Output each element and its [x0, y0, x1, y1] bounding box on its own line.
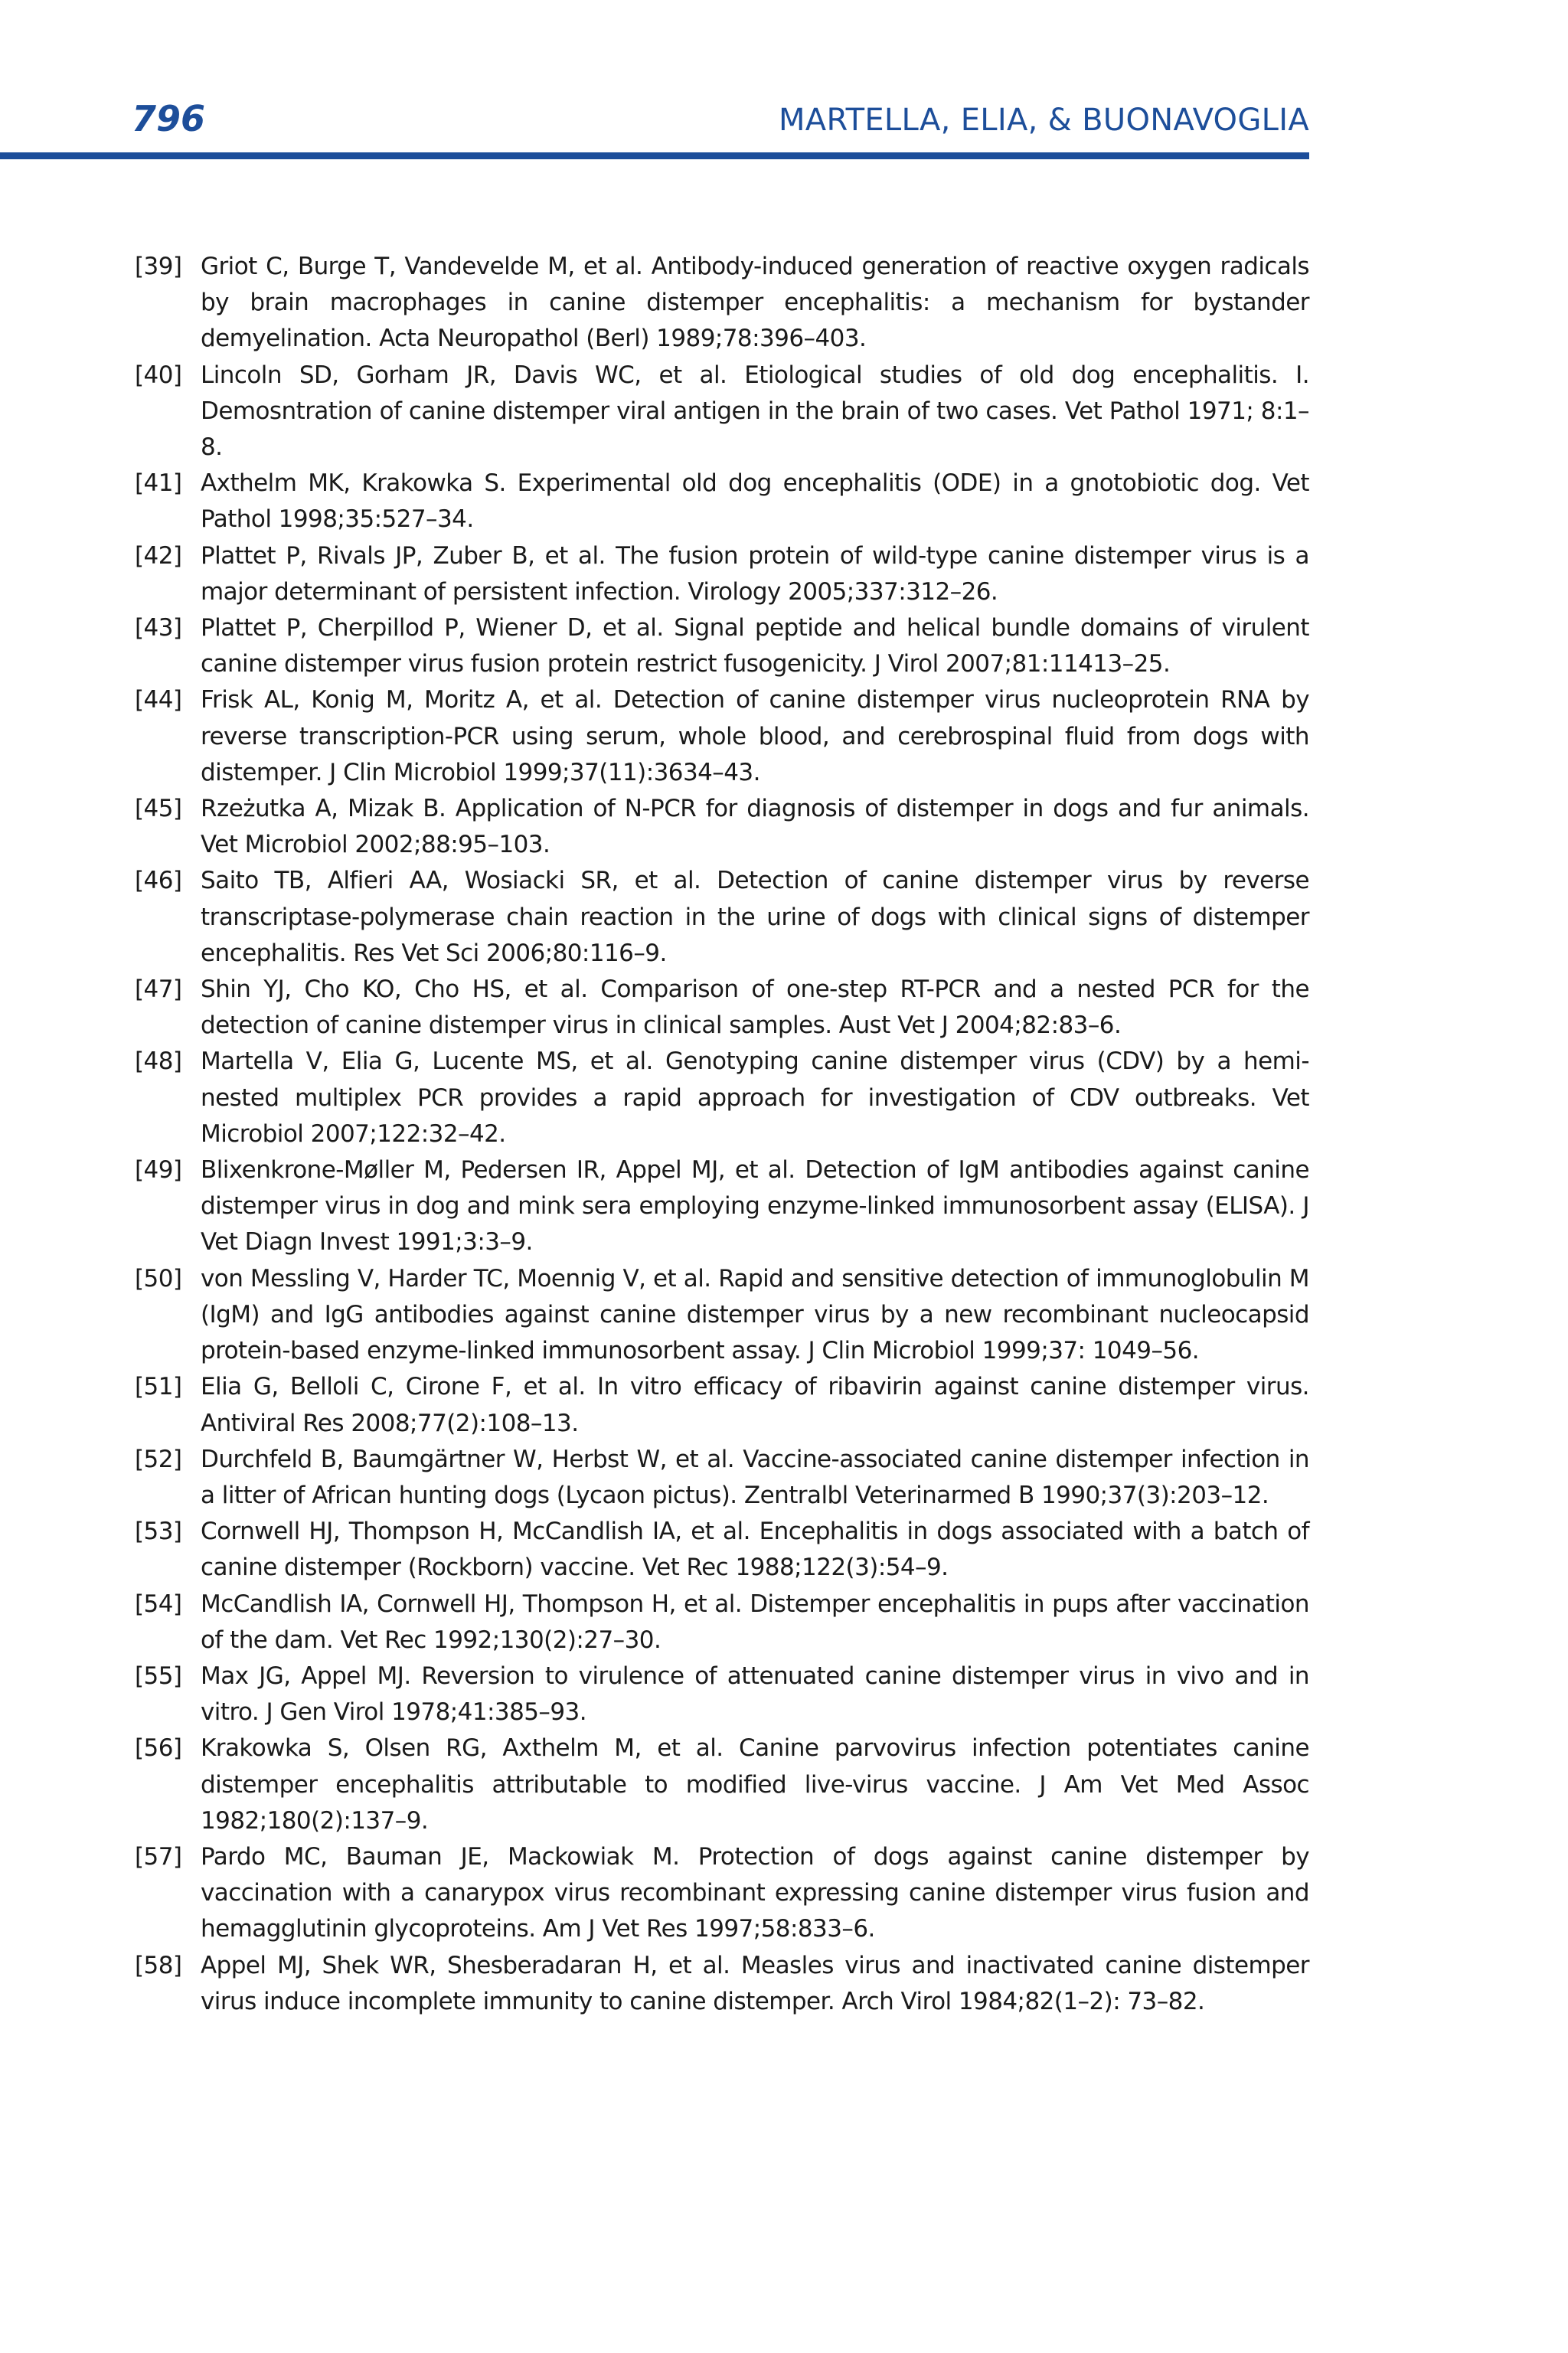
reference-text: Krakowka S, Olsen RG, Axthelm M, et al. Canine parvovirus infection potentiates canine distemper encephalitis attributable to modified live-virus vaccine. J Am Vet Med Assoc 1982;180(2):137–9.	[201, 1734, 1309, 1835]
reference-item	[135, 791, 1309, 863]
reference-item	[135, 466, 1309, 538]
reference-number: [43]	[135, 614, 182, 642]
reference-text: Blixenkrone-Møller M, Pedersen IR, Appel MJ, et al. Detection of IgM antibodies against canine distemper virus in dog and mink sera employing enzyme-linked immunosorbent assay (ELISA). J Vet Diagn Invest 1991;3:3–9.	[201, 1156, 1309, 1257]
reference-text: McCandlish IA, Cornwell HJ, Thompson H, et al. Distemper encephalitis in pups after vaccination of the dam. Vet Rec 1992;130(2):27–30.	[201, 1590, 1309, 1654]
reference-item	[135, 1442, 1309, 1514]
reference-text: Martella V, Elia G, Lucente MS, et al. Genotyping canine distemper virus (CDV) by a hemi-nested multiplex PCR provides a rapid approach for investigation of CDV outbreaks. Vet Microbiol 2007;122:32–42.	[201, 1047, 1309, 1148]
reference-item	[135, 538, 1309, 610]
reference-text: Durchfeld B, Baumgärtner W, Herbst W, et al. Vaccine-associated canine distemper infection in a litter of African hunting dogs (Lycaon pictus). Zentralbl Veterinarmed B 1990;37(3):203–12.	[201, 1445, 1309, 1509]
reference-text: Griot C, Burge T, Vandevelde M, et al. Antibody-induced generation of reactive oxygen radicals by brain macrophages in canine distemper encephalitis: a mechanism for bystander demyelination. Acta Neuropathol (Berl) 1989;78:396–403.	[201, 253, 1309, 353]
reference-number: [58]	[135, 1951, 182, 1979]
reference-number: [49]	[135, 1156, 182, 1185]
running-header	[0, 0, 1568, 176]
reference-number: [44]	[135, 686, 182, 714]
reference-number: [55]	[135, 1662, 182, 1690]
reference-text: Pardo MC, Bauman JE, Mackowiak M. Protection of dogs against canine distemper by vaccination with a canarypox virus recombinant expressing canine distemper virus fusion and hemagglutinin glycoproteins. Am J Vet Res 1997;58:833–6.	[201, 1842, 1309, 1943]
reference-number: [41]	[135, 469, 182, 498]
reference-text: Axthelm MK, Krakowka S. Experimental old dog encephalitis (ODE) in a gnotobiotic dog. Vet Pathol 1998;35:527–34.	[201, 469, 1309, 534]
reference-text: Plattet P, Cherpillod P, Wiener D, et al. Signal peptide and helical bundle domains of virulent canine distemper virus fusion protein restrict fusogenicity. J Virol 2007;81:11413–25.	[201, 614, 1309, 678]
reference-number: [52]	[135, 1445, 182, 1473]
reference-item	[135, 610, 1309, 682]
reference-item	[135, 1587, 1309, 1659]
reference-number: [57]	[135, 1842, 182, 1871]
reference-text: Shin YJ, Cho KO, Cho HS, et al. Comparison of one-step RT-PCR and a nested PCR for the detection of canine distemper virus in clinical samples. Aust Vet J 2004;82:83–6.	[201, 976, 1309, 1040]
reference-text: Rzeżutka A, Mizak B. Application of N-PCR for diagnosis of distemper in dogs and fur animals. Vet Microbiol 2002;88:95–103.	[201, 795, 1309, 859]
reference-item	[135, 1948, 1309, 2020]
reference-number: [50]	[135, 1264, 182, 1293]
reference-number: [46]	[135, 867, 182, 895]
reference-item	[135, 972, 1309, 1044]
reference-text: Plattet P, Rivals JP, Zuber B, et al. The fusion protein of wild-type canine distemper virus is a major determinant of persistent infection. Virology 2005;337:312–26.	[201, 541, 1309, 606]
reference-item	[135, 249, 1309, 358]
reference-item	[135, 682, 1309, 791]
reference-text: Saito TB, Alfieri AA, Wosiacki SR, et al. Detection of canine distemper virus by reverse transcriptase-polymerase chain reaction in the urine of dogs with clinical signs of distemper encephalitis. Res Vet Sci 2006;80:116–9.	[201, 867, 1309, 967]
reference-text: Elia G, Belloli C, Cirone F, et al. In vitro efficacy of ribavirin against canine distemper virus. Antiviral Res 2008;77(2):108–13.	[201, 1373, 1309, 1437]
reference-text: von Messling V, Harder TC, Moennig V, et al. Rapid and sensitive detection of immunoglobulin M (IgM) and IgG antibodies against canine distemper virus by a new recombinant nucleocapsid protein-based enzyme-linked immunosorbent assay. J Clin Microbiol 1999;37: 1049–56.	[201, 1264, 1309, 1365]
reference-number: [42]	[135, 541, 182, 570]
reference-item	[135, 1261, 1309, 1370]
reference-item	[135, 1659, 1309, 1730]
reference-text: Lincoln SD, Gorham JR, Davis WC, et al. Etiological studies of old dog encephalitis. I. Demosntration of canine distemper viral antigen in the brain of two cases. Vet Pathol 1971; 8:1–8.	[201, 361, 1309, 462]
reference-number: [47]	[135, 976, 182, 1004]
reference-list	[135, 249, 1309, 2020]
reference-item	[135, 1839, 1309, 1948]
reference-number: [45]	[135, 795, 182, 823]
header-rule	[0, 152, 1309, 159]
reference-item	[135, 1730, 1309, 1839]
running-head-authors: MARTELLA, ELIA, & BUONAVOGLIA	[778, 103, 1309, 138]
reference-item	[135, 863, 1309, 972]
reference-item	[135, 1152, 1309, 1261]
reference-item	[135, 358, 1309, 466]
reference-text: Cornwell HJ, Thompson H, McCandlish IA, et al. Encephalitis in dogs associated with a batch of canine distemper (Rockborn) vaccine. Vet Rec 1988;122(3):54–9.	[201, 1518, 1309, 1582]
reference-number: [53]	[135, 1518, 182, 1546]
reference-number: [51]	[135, 1373, 182, 1401]
reference-text: Appel MJ, Shek WR, Shesberadaran H, et al. Measles virus and inactivated canine distemper virus induce incomplete immunity to canine distemper. Arch Virol 1984;82(1–2): 73–82.	[201, 1951, 1309, 2015]
reference-number: [48]	[135, 1047, 182, 1076]
reference-number: [56]	[135, 1734, 182, 1763]
reference-number: [40]	[135, 361, 182, 389]
reference-item	[135, 1514, 1309, 1586]
reference-number: [54]	[135, 1590, 182, 1618]
reference-number: [39]	[135, 253, 182, 280]
reference-text: Max JG, Appel MJ. Reversion to virulence of attenuated canine distemper virus in vivo and in vitro. J Gen Virol 1978;41:385–93.	[201, 1662, 1309, 1727]
reference-text: Frisk AL, Konig M, Moritz A, et al. Detection of canine distemper virus nucleoprotein RNA by reverse transcription-PCR using serum, whole blood, and cerebrospinal fluid from dogs with distemper. J Clin Microbiol 1999;37(11):3634–43.	[201, 686, 1309, 786]
reference-item	[135, 1369, 1309, 1441]
reference-item	[135, 1044, 1309, 1152]
page-number: 796	[132, 98, 206, 139]
